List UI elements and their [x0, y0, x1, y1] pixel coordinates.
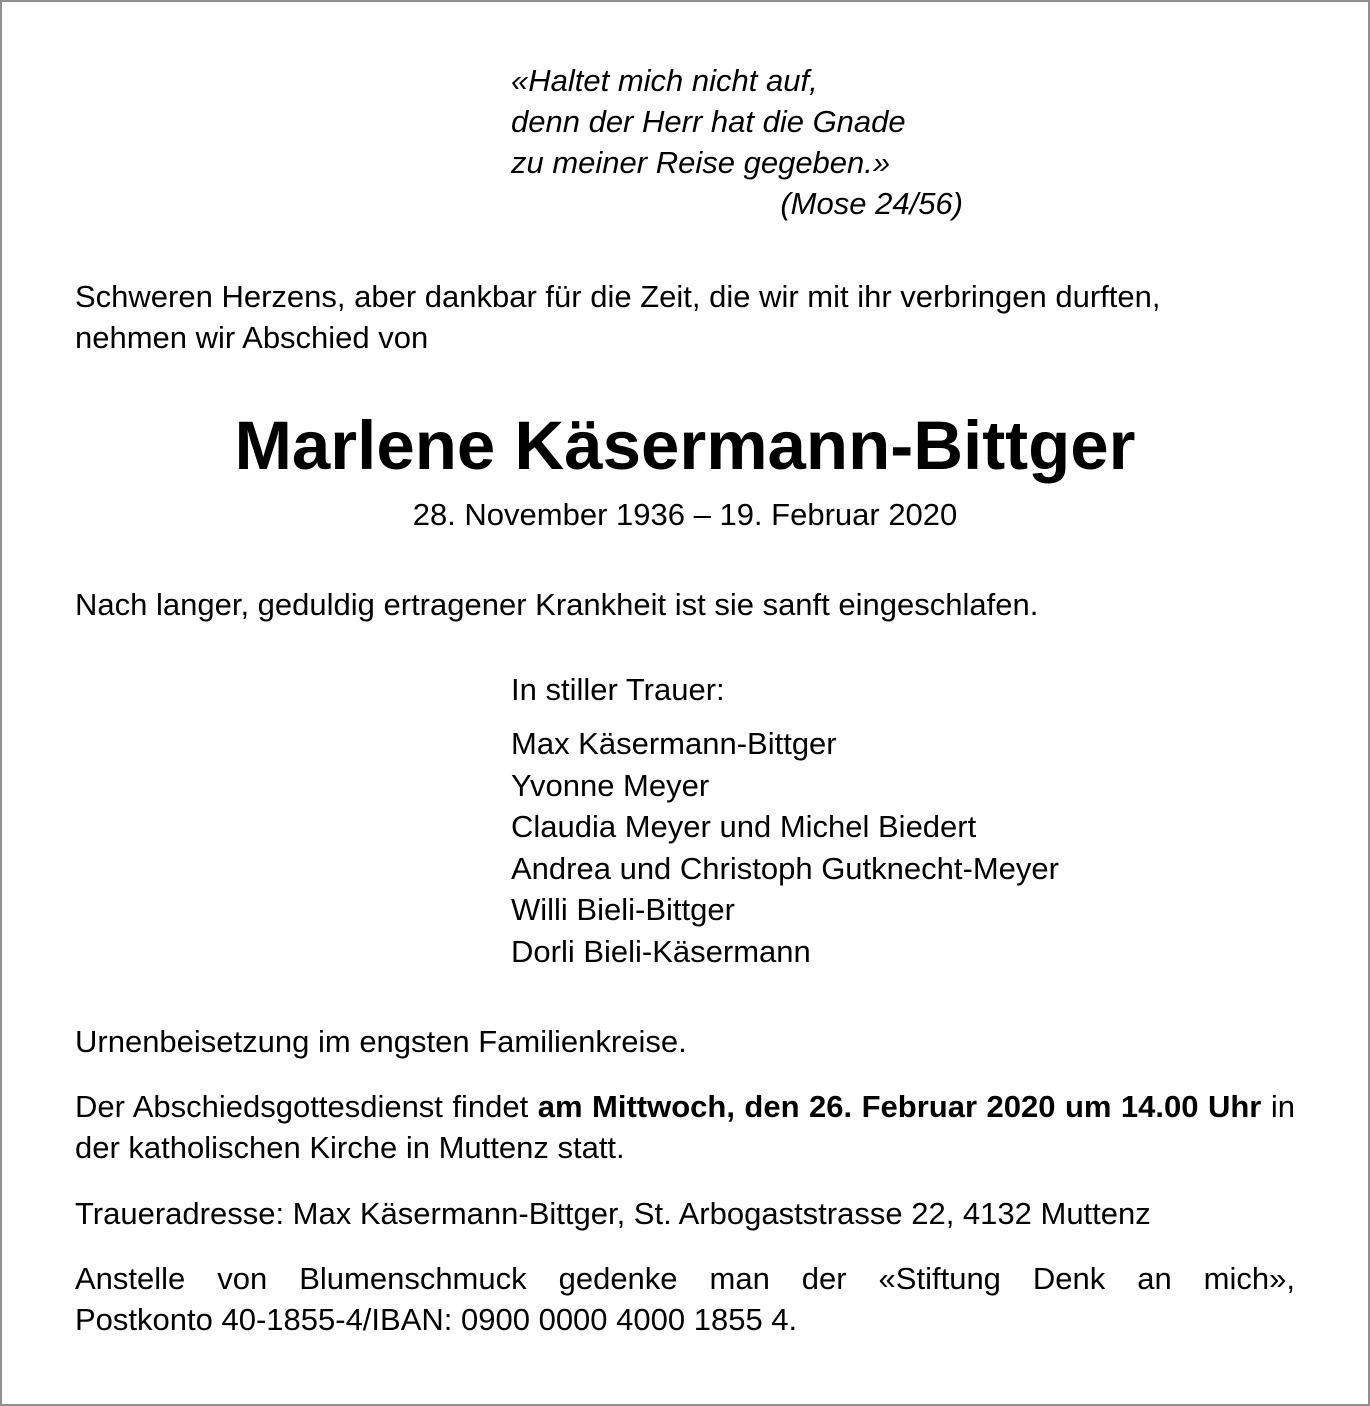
- service-date-time: am Mittwoch, den 26. Februar 2020 um 14.00 Uhr: [537, 1089, 1262, 1124]
- service-suffix: in der katholischen Kirche in Muttenz statt.: [75, 1089, 1295, 1165]
- mourning-address: Traueradresse: Max Käsermann-Bittger, St. Arbogaststrasse 22, 4132 Muttenz: [75, 1196, 1151, 1231]
- mourner-name: Dorli Bieli-Käsermann: [511, 933, 811, 969]
- mourner-name: Willi Bieli-Bittger: [511, 892, 735, 927]
- mourner-name: Claudia Meyer und Michel Biedert: [511, 809, 977, 844]
- service-prefix: Der Abschiedsgottesdienst findet: [75, 1089, 538, 1124]
- quote-reference: (Mose 24/56): [780, 186, 963, 221]
- bible-quote: [511, 60, 963, 224]
- quote-line: zu meiner Reise gegeben.»: [511, 145, 891, 180]
- intro-text: [75, 276, 1161, 358]
- mourner-name: Max Käsermann-Bittger: [511, 726, 837, 761]
- mourners-list: [511, 723, 1059, 972]
- illness-text: Nach langer, geduldig ertragener Krankheit ist sie sanft eingeschlafen.: [75, 587, 1039, 622]
- deceased-name: Marlene Käsermann-Bittger: [234, 407, 1136, 484]
- mourning-heading: In stiller Trauer:: [511, 672, 725, 707]
- donation-line: Anstelle von Blumenschmuck gedenke man der «Stiftung Denk an mich»,: [75, 1261, 1295, 1296]
- mourner-name: Yvonne Meyer: [511, 767, 710, 803]
- urn-burial-text: Urnenbeisetzung im engsten Familienkreise.: [75, 1024, 687, 1059]
- intro-line: Schweren Herzens, aber dankbar für die Zeit, die wir mit ihr verbringen durften,: [75, 279, 1161, 314]
- funeral-service-text: [75, 1086, 1295, 1168]
- donation-text: [75, 1258, 1295, 1340]
- donation-line: Postkonto 40-1855-4/IBAN: 0900 0000 4000 1855 4.: [75, 1302, 798, 1337]
- quote-line: «Haltet mich nicht auf,: [511, 63, 818, 98]
- quote-line: denn der Herr hat die Gnade: [511, 104, 906, 139]
- intro-line: nehmen wir Abschied von: [75, 320, 429, 355]
- life-dates: 28. November 1936 – 19. Februar 2020: [412, 497, 958, 532]
- mourner-name: Andrea und Christoph Gutknecht-Meyer: [511, 850, 1059, 886]
